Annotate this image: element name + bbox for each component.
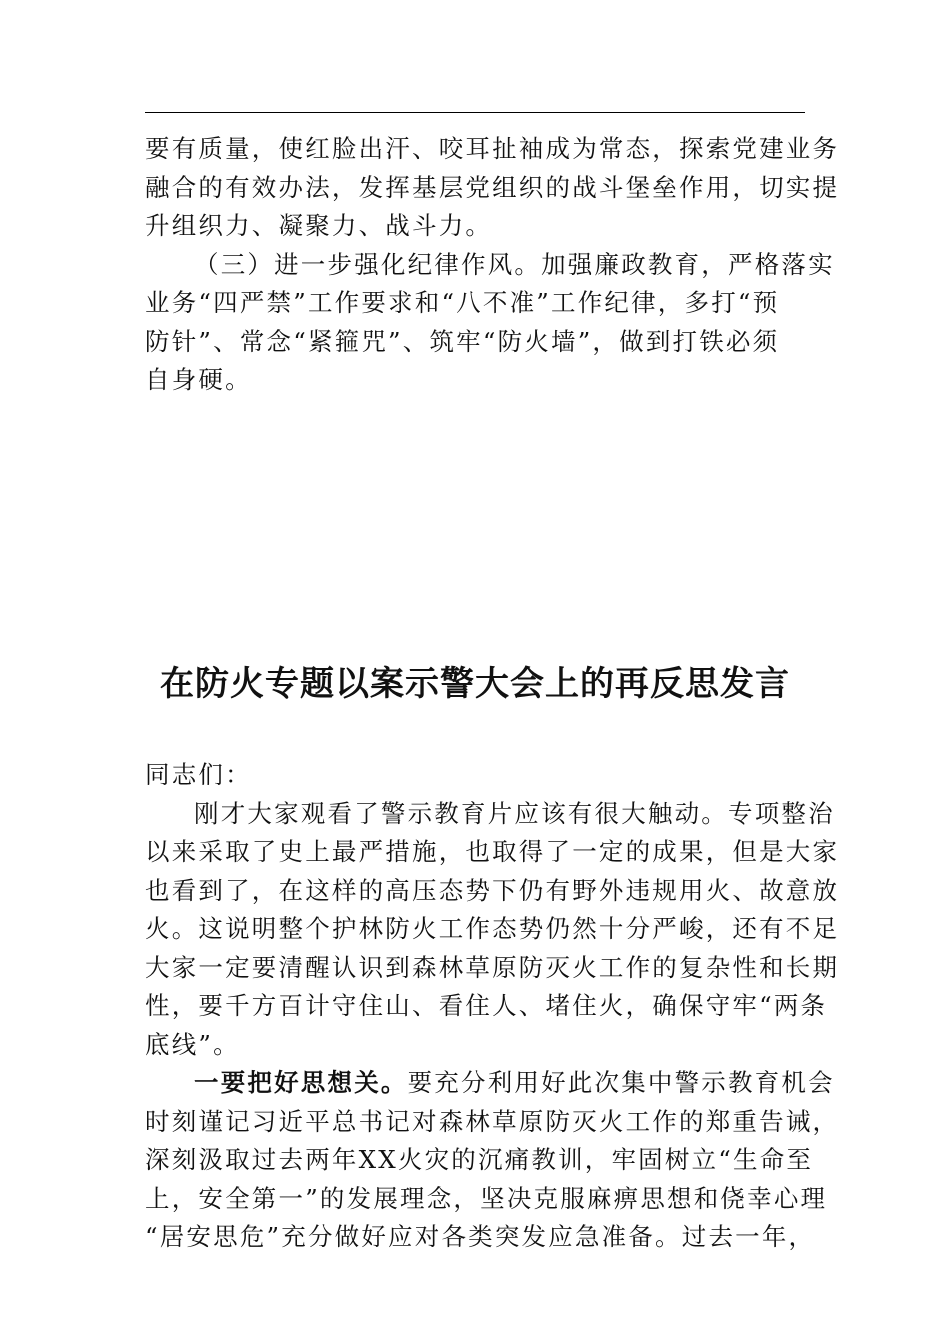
text-line: 刚才大家观看了警示教育片应该有很大触动。专项整治 — [194, 798, 835, 828]
text-line: “居安思危”充分做好应对各类突发应急准备。过去一年， — [145, 1222, 816, 1251]
text-line: 火。这说明整个护林防火工作态势仍然十分严峻，还有不足 — [145, 914, 840, 943]
article-title: 在防火专题以案示警大会上的再反思发言 — [160, 664, 790, 704]
salutation: 同志们： — [145, 760, 252, 789]
text-line: 防针”、常念“紧箍咒”、筑牢“防火墙”，做到打铁必须 — [145, 326, 780, 356]
section-heading: 一要把好思想关。 — [194, 1068, 408, 1097]
text-line: 融合的有效办法，发挥基层党组织的战斗堡垒作用，切实提 — [145, 172, 840, 202]
text-line: （三）进一步强化纪律作风。加强廉政教育，严格落实 — [194, 249, 835, 279]
text-line — [145, 1064, 835, 1103]
text-line: 性，要千方百计守住山、看住人、堵住火，确保守牢“两条 — [145, 991, 828, 1020]
text-line: 上，安全第一”的发展理念，坚决克服麻痹思想和侥幸心理 — [145, 1183, 828, 1213]
text-line: 要有质量，使红脸出汗、咬耳扯袖成为常态，探索党建业务 — [145, 134, 840, 163]
text-line: 大家一定要清醒认识到森林草原防灭火工作的复杂性和长期 — [145, 952, 840, 982]
text-line: 时刻谨记习近平总书记对森林草原防灭火工作的郑重告诫， — [145, 1106, 840, 1136]
text-line: 升组织力、凝聚力、战斗力。 — [145, 211, 493, 240]
header-rule — [145, 112, 805, 113]
text-line: 业务“四严禁”工作要求和“八不准”工作纪律，多打“预 — [145, 288, 780, 317]
text-line: 自身硬。 — [145, 365, 252, 394]
text-line: 底线”。 — [145, 1029, 240, 1059]
text-line: 以来采取了史上最严措施，也取得了一定的成果，但是大家 — [145, 837, 840, 866]
text-run: 要充分利用好此次集中警示教育机会 — [407, 1068, 835, 1097]
top-section — [145, 130, 840, 400]
text-line: 也看到了，在这样的高压态势下仍有野外违规用火、故意放 — [145, 875, 840, 905]
text-line: 深刻汲取过去两年XX火灾的沉痛教训，牢固树立“生命至 — [145, 1145, 814, 1174]
article-body — [145, 756, 840, 1257]
